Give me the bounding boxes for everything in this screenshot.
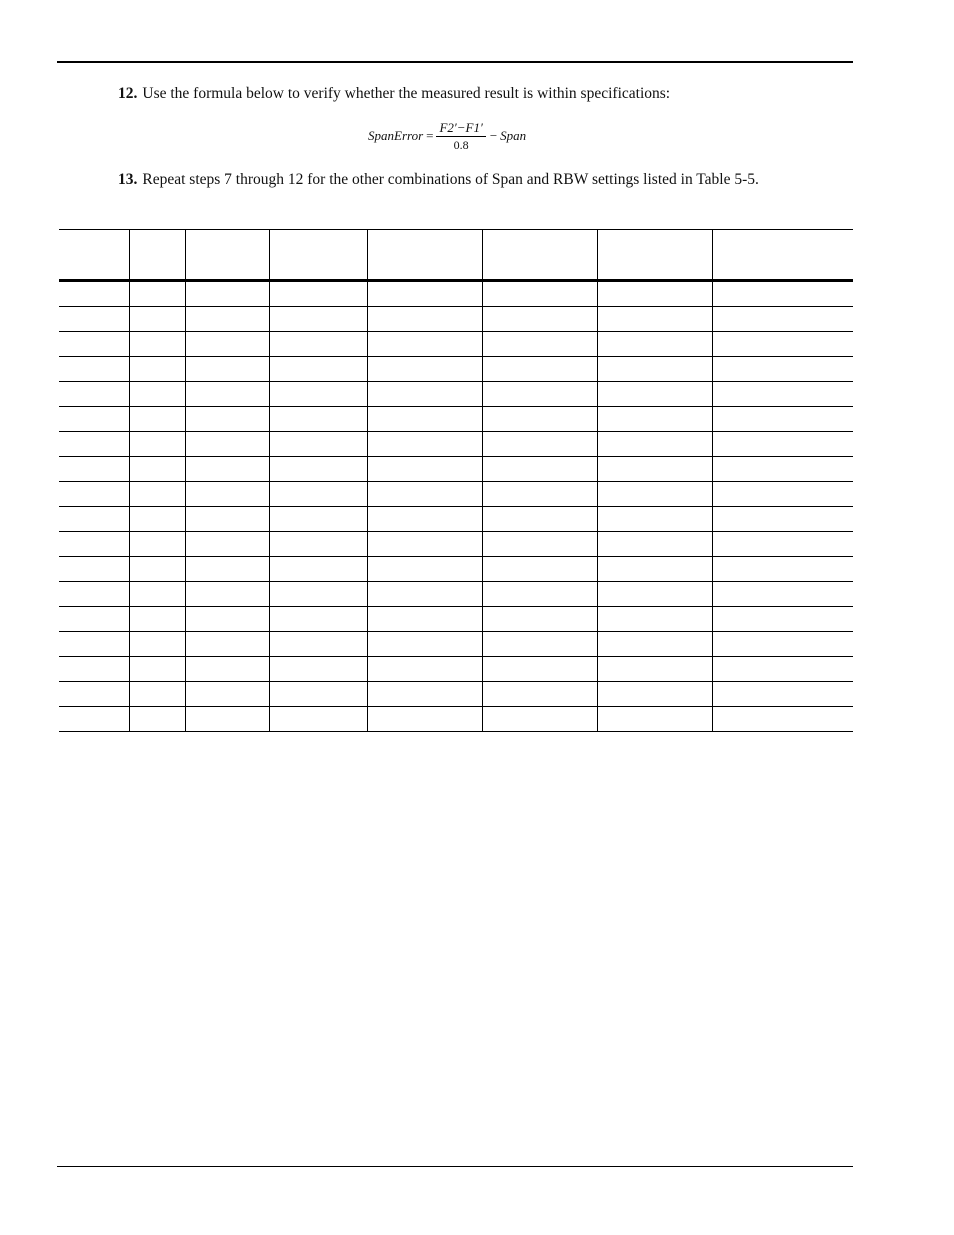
formula-rhs: Span (500, 128, 527, 143)
table-cell (129, 282, 185, 306)
top-rule (57, 61, 853, 63)
table-row (59, 307, 853, 332)
table-cell (185, 657, 269, 681)
formula-fraction (436, 120, 485, 153)
table-cell (367, 357, 482, 381)
table-cell (597, 357, 712, 381)
table-cell (185, 307, 269, 331)
step-13-text: Repeat steps 7 through 12 for the other combinations of Span and RBW settings listed in Table 5-5. (142, 171, 759, 188)
table-cell (269, 532, 367, 556)
table-cell (59, 707, 129, 731)
table-cell (129, 682, 185, 706)
header-cell (59, 230, 129, 279)
table-cell (482, 482, 597, 506)
table-cell (59, 482, 129, 506)
table-cell (269, 332, 367, 356)
table-cell (367, 282, 482, 306)
step-12 (118, 84, 670, 104)
table-row (59, 582, 853, 607)
table-row (59, 532, 853, 557)
table-cell (185, 632, 269, 656)
table-cell (185, 482, 269, 506)
table-cell (59, 682, 129, 706)
table-cell (712, 357, 853, 381)
table-cell (712, 482, 853, 506)
table-cell (597, 382, 712, 406)
table-cell (59, 507, 129, 531)
table-cell (712, 632, 853, 656)
table-cell (367, 707, 482, 731)
table-row (59, 657, 853, 682)
table-cell (269, 632, 367, 656)
table-cell (482, 507, 597, 531)
span-error-formula (368, 118, 526, 154)
table-cell (482, 432, 597, 456)
table-cell (185, 607, 269, 631)
table-cell (597, 282, 712, 306)
table-cell (59, 282, 129, 306)
table-cell (185, 507, 269, 531)
table-cell (185, 332, 269, 356)
formula-minus: − (489, 128, 498, 143)
table-cell (367, 557, 482, 581)
table-cell (482, 607, 597, 631)
results-table (59, 229, 853, 732)
table-cell (129, 707, 185, 731)
table-cell (59, 457, 129, 481)
table-cell (712, 607, 853, 631)
table-cell (367, 457, 482, 481)
formula-denominator: 0.8 (453, 137, 469, 152)
table-cell (129, 582, 185, 606)
table-cell (712, 432, 853, 456)
table-cell (712, 407, 853, 431)
table-cell (482, 532, 597, 556)
table-cell (59, 307, 129, 331)
formula-equals: = (426, 128, 434, 143)
table-row (59, 482, 853, 507)
table-cell (367, 582, 482, 606)
table-cell (597, 432, 712, 456)
table-cell (185, 282, 269, 306)
formula-lhs: SpanError (368, 128, 424, 143)
table-cell (269, 407, 367, 431)
table-cell (185, 457, 269, 481)
table-cell (367, 407, 482, 431)
table-cell (269, 432, 367, 456)
table-cell (269, 507, 367, 531)
table-cell (129, 607, 185, 631)
table-cell (269, 582, 367, 606)
table-cell (712, 332, 853, 356)
table-cell (269, 282, 367, 306)
table-cell (597, 557, 712, 581)
table-cell (129, 532, 185, 556)
table-cell (367, 657, 482, 681)
table-cell (367, 332, 482, 356)
table-cell (712, 457, 853, 481)
table-cell (712, 707, 853, 731)
table-cell (597, 532, 712, 556)
table-cell (482, 307, 597, 331)
table-cell (59, 557, 129, 581)
table-row (59, 332, 853, 357)
table-cell (129, 507, 185, 531)
table-cell (185, 682, 269, 706)
formula-numerator: F2′−F1′ (436, 120, 485, 137)
table-cell (597, 632, 712, 656)
table-header-row (59, 230, 853, 282)
table-cell (712, 382, 853, 406)
table-cell (185, 407, 269, 431)
table-cell (59, 332, 129, 356)
table-cell (597, 307, 712, 331)
table-row (59, 407, 853, 432)
table-cell (482, 707, 597, 731)
table-cell (269, 657, 367, 681)
table-cell (269, 682, 367, 706)
header-cell (712, 230, 853, 279)
table-cell (129, 632, 185, 656)
table-cell (367, 307, 482, 331)
table-cell (482, 457, 597, 481)
table-cell (367, 532, 482, 556)
table-row (59, 382, 853, 407)
table-row (59, 432, 853, 457)
table-cell (59, 532, 129, 556)
table-cell (185, 532, 269, 556)
table-cell (482, 632, 597, 656)
bottom-rule (57, 1166, 853, 1167)
table-cell (367, 382, 482, 406)
header-cell (367, 230, 482, 279)
table-cell (597, 407, 712, 431)
table-cell (367, 432, 482, 456)
table-cell (482, 357, 597, 381)
step-13 (118, 170, 759, 190)
table-cell (269, 482, 367, 506)
table-row (59, 282, 853, 307)
table-cell (59, 382, 129, 406)
table-cell (185, 382, 269, 406)
table-row (59, 357, 853, 382)
table-cell (129, 557, 185, 581)
table-cell (712, 282, 853, 306)
table-cell (269, 557, 367, 581)
table-row (59, 507, 853, 532)
table-cell (269, 607, 367, 631)
table-cell (367, 607, 482, 631)
table-cell (129, 307, 185, 331)
table-cell (597, 482, 712, 506)
table-cell (59, 432, 129, 456)
table-cell (367, 682, 482, 706)
table-cell (185, 582, 269, 606)
table-cell (59, 357, 129, 381)
header-cell (185, 230, 269, 279)
table-cell (129, 657, 185, 681)
table-cell (129, 432, 185, 456)
table-row (59, 707, 853, 732)
table-cell (482, 582, 597, 606)
table-cell (482, 332, 597, 356)
table-cell (59, 632, 129, 656)
table-cell (129, 457, 185, 481)
header-cell (597, 230, 712, 279)
table-cell (482, 407, 597, 431)
table-cell (269, 357, 367, 381)
table-cell (129, 332, 185, 356)
header-cell (482, 230, 597, 279)
table-cell (597, 507, 712, 531)
table-cell (59, 407, 129, 431)
table-cell (597, 457, 712, 481)
table-cell (482, 682, 597, 706)
table-row (59, 457, 853, 482)
table-cell (129, 357, 185, 381)
table-cell (59, 657, 129, 681)
header-cell (129, 230, 185, 279)
table-cell (482, 382, 597, 406)
table-row (59, 632, 853, 657)
table-cell (712, 682, 853, 706)
table-cell (597, 607, 712, 631)
table-cell (482, 657, 597, 681)
table-cell (712, 657, 853, 681)
table-cell (712, 307, 853, 331)
table-cell (367, 482, 482, 506)
table-row (59, 682, 853, 707)
table-cell (59, 582, 129, 606)
step-13-number: 13. (118, 171, 138, 188)
table-row (59, 607, 853, 632)
table-cell (185, 432, 269, 456)
table-cell (129, 382, 185, 406)
table-cell (269, 457, 367, 481)
header-cell (269, 230, 367, 279)
table-cell (597, 657, 712, 681)
step-12-number: 12. (118, 85, 138, 102)
table-cell (712, 532, 853, 556)
table-cell (269, 307, 367, 331)
table-cell (269, 382, 367, 406)
table-cell (269, 707, 367, 731)
table-cell (482, 557, 597, 581)
table-cell (482, 282, 597, 306)
table-row (59, 557, 853, 582)
table-cell (712, 557, 853, 581)
table-cell (129, 407, 185, 431)
table-cell (185, 707, 269, 731)
table-cell (367, 507, 482, 531)
table-cell (597, 332, 712, 356)
table-cell (59, 607, 129, 631)
step-12-text: Use the formula below to verify whether the measured result is within specifications: (142, 85, 671, 102)
table-cell (185, 557, 269, 581)
table-cell (185, 357, 269, 381)
table-cell (597, 707, 712, 731)
table-cell (712, 507, 853, 531)
table-cell (367, 632, 482, 656)
table-cell (712, 582, 853, 606)
table-cell (129, 482, 185, 506)
table-cell (597, 582, 712, 606)
table-cell (597, 682, 712, 706)
